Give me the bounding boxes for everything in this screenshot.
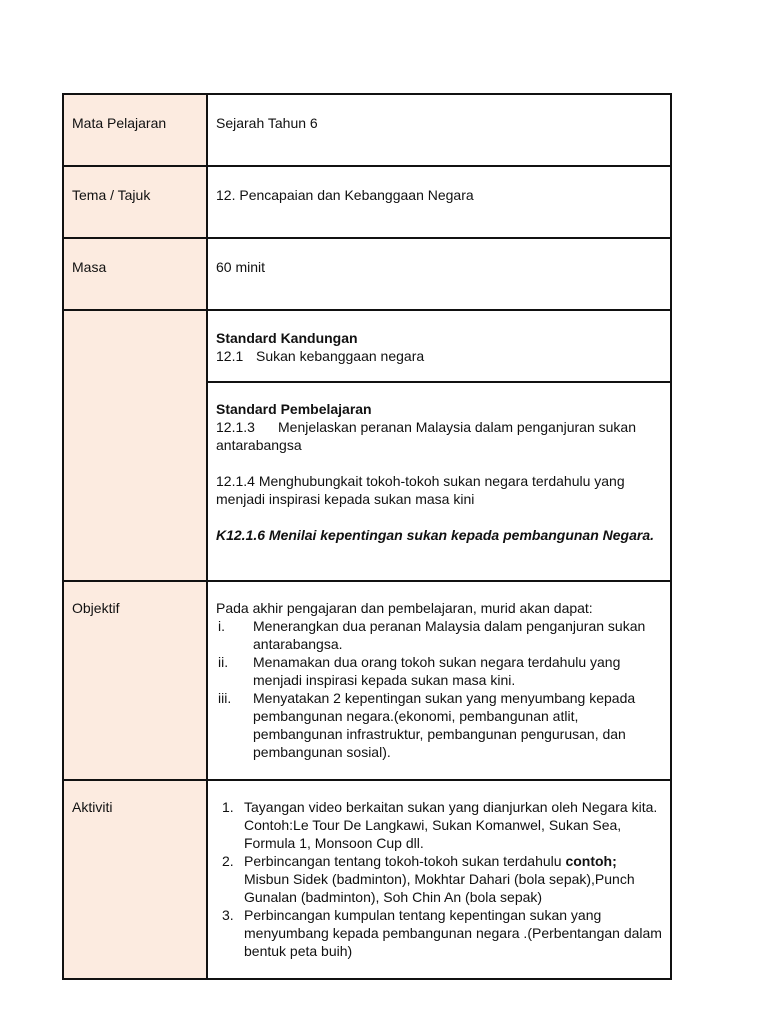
objektif-list	[216, 617, 662, 761]
list-item-text: Menamakan dua orang tokoh sukan negara terdahulu yang menjadi inspirasi kepada sukan masa kini.	[253, 654, 621, 688]
row-tema	[63, 166, 671, 238]
row-standard-kandungan	[63, 310, 671, 382]
list-item	[216, 617, 662, 653]
list-item	[216, 852, 662, 906]
label-standard-empty	[63, 310, 207, 581]
list-item-text: Tayangan video berkaitan sukan yang dianjurkan oleh Negara kita. Contoh:Le Tour De Langkawi, Sukan Komanwel, Sukan Sea, Formula 1, Monsoon Cup dll.	[244, 799, 658, 851]
value-tema: 12. Pencapaian dan Kebanggaan Negara	[207, 166, 671, 238]
label-masa: Masa	[63, 238, 207, 310]
list-item-bold: contoh;	[565, 853, 617, 869]
list-item-text-after: Misbun Sidek (badminton), Mokhtar Dahari (bola sepak),Punch Gunalan (badminton), Soh Chin An (bola sepak)	[244, 871, 635, 905]
list-marker: iii.	[218, 690, 232, 706]
standard-pembelajaran-cell	[207, 382, 671, 581]
lesson-plan-table	[62, 93, 672, 980]
standard-pembelajaran-num-1: 12.1.3	[216, 419, 255, 435]
label-aktiviti: Aktiviti	[63, 780, 207, 979]
row-objektif	[63, 581, 671, 780]
list-item-text: Menyatakan 2 kepentingan sukan yang menyumbang kepada pembangunan negara.(ekonomi, pembangunan atlit, pembangunan infrastruktur, pembangunan pengurusan, dan pembangunan sosial).	[253, 690, 636, 760]
list-marker: 3.	[222, 907, 234, 923]
standard-kandungan-text: Sukan kebanggaan negara	[256, 348, 425, 364]
row-mata-pelajaran	[63, 94, 671, 166]
value-mata-pelajaran: Sejarah Tahun 6	[207, 94, 671, 166]
list-item	[216, 653, 662, 689]
standard-pembelajaran-heading: Standard Pembelajaran	[216, 401, 372, 417]
standard-kandungan-heading: Standard Kandungan	[216, 330, 358, 346]
list-marker: 2.	[222, 853, 234, 869]
list-item-text: Perbincangan kumpulan tentang kepentingan sukan yang menyumbang kepada pembangunan negara .(Perbentangan dalam bentuk peta buih)	[244, 907, 662, 959]
standard-kandungan-cell	[207, 310, 671, 382]
standard-pembelajaran-text-1: Menjelaskan peranan Malaysia dalam penganjuran sukan antarabangsa	[216, 419, 637, 453]
aktiviti-list	[216, 798, 662, 960]
standard-kandungan-item	[216, 347, 662, 365]
aktiviti-cell	[207, 780, 671, 979]
list-marker: 1.	[222, 799, 234, 815]
list-marker: i.	[218, 618, 225, 634]
row-masa	[63, 238, 671, 310]
list-marker: ii.	[218, 654, 229, 670]
standard-pembelajaran-item-2: 12.1.4 Menghubungkait tokoh-tokoh sukan negara terdahulu yang menjadi inspirasi kepada sukan masa kini	[216, 473, 625, 507]
list-item	[216, 906, 662, 960]
list-item	[216, 689, 662, 761]
standard-pembelajaran-item-3: K12.1.6 Menilai kepentingan sukan kepada pembangunan Negara.	[216, 527, 655, 543]
objektif-cell	[207, 581, 671, 780]
row-aktiviti	[63, 780, 671, 979]
label-tema: Tema / Tajuk	[63, 166, 207, 238]
label-mata-pelajaran: Mata Pelajaran	[63, 94, 207, 166]
standard-kandungan-num: 12.1	[216, 348, 244, 364]
objektif-intro: Pada akhir pengajaran dan pembelajaran, murid akan dapat:	[216, 600, 593, 616]
standard-pembelajaran-item-1	[216, 418, 662, 454]
list-item-text-before: Perbincangan tentang tokoh-tokoh sukan terdahulu	[244, 853, 566, 869]
label-objektif: Objektif	[63, 581, 207, 780]
list-item-text: Menerangkan dua peranan Malaysia dalam penganjuran sukan antarabangsa.	[253, 618, 646, 652]
list-item	[216, 798, 662, 852]
value-masa: 60 minit	[207, 238, 671, 310]
